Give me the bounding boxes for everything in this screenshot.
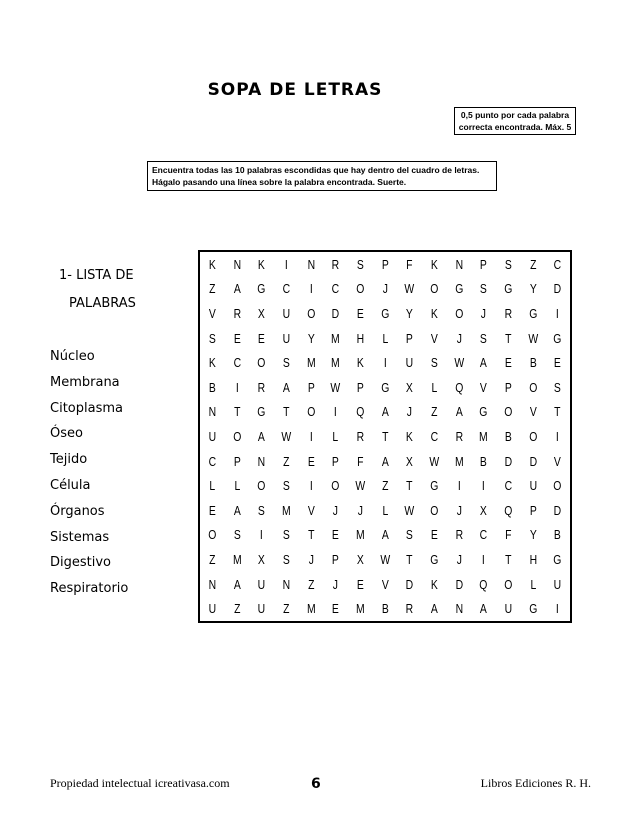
- grid-letter: J: [407, 404, 413, 420]
- word-list-item: Célula: [50, 477, 91, 493]
- grid-letter: U: [257, 601, 266, 617]
- grid-letter: D: [529, 453, 537, 469]
- grid-letter: M: [281, 502, 291, 518]
- grid-letter: E: [504, 355, 512, 371]
- grid-letter: S: [406, 527, 414, 543]
- grid-letter: G: [380, 305, 390, 321]
- points-note-line2: correcta encontrada. Máx. 5: [458, 122, 572, 132]
- grid-letter: I: [556, 601, 560, 617]
- grid-letter: M: [306, 601, 316, 617]
- grid-letter: U: [208, 428, 217, 444]
- grid-letter: K: [430, 256, 438, 272]
- instructions-line1: Encuentra todas las 10 palabras escondidas que hay dentro del cuadro de letras.: [152, 165, 480, 175]
- grid-letter: H: [356, 330, 365, 346]
- grid-letter: Z: [283, 601, 290, 617]
- grid-letter: Q: [454, 379, 464, 395]
- grid-letter: W: [429, 453, 440, 469]
- grid-letter: U: [405, 355, 414, 371]
- grid-letter: G: [553, 551, 562, 567]
- grid-letter: S: [282, 551, 290, 567]
- grid-letter: G: [553, 330, 562, 346]
- grid-letter: A: [455, 404, 463, 420]
- grid-letter: T: [233, 404, 241, 420]
- grid-letter: G: [430, 551, 439, 567]
- grid-letter: N: [208, 576, 217, 592]
- grid-letter: I: [383, 355, 387, 371]
- grid-letter: G: [257, 281, 266, 297]
- grid-letter: A: [430, 601, 438, 617]
- grid-letter: X: [258, 551, 266, 567]
- grid-letter: I: [457, 478, 461, 494]
- grid-letter: I: [309, 478, 313, 494]
- word-list-item: Respiratorio: [50, 581, 129, 597]
- grid-letter: S: [480, 330, 488, 346]
- grid-letter: A: [381, 527, 389, 543]
- grid-letter: K: [356, 355, 364, 371]
- instructions-line2: Hágalo pasando una línea sobre la palabra encontrada. Suerte.: [152, 177, 407, 187]
- word-list: [50, 344, 128, 602]
- grid-letter: B: [504, 428, 512, 444]
- grid-letter: J: [357, 502, 363, 518]
- grid-letter: V: [208, 305, 216, 321]
- grid-letter: E: [356, 305, 364, 321]
- word-list-item: Sistemas: [50, 529, 110, 545]
- grid-letter: R: [455, 428, 463, 444]
- grid-letter: N: [455, 256, 463, 272]
- grid-letter: F: [505, 527, 512, 543]
- grid-letter: A: [282, 379, 290, 395]
- grid-letter: S: [430, 355, 438, 371]
- grid-letter: G: [257, 404, 266, 420]
- grid-letter: T: [406, 551, 413, 567]
- grid-letter: I: [556, 305, 560, 321]
- grid-letter: Z: [209, 281, 216, 297]
- grid-letter: T: [381, 428, 389, 444]
- grid-letter: O: [504, 576, 513, 592]
- grid-letter: E: [554, 355, 562, 371]
- grid-letter: U: [282, 330, 291, 346]
- grid-letter: K: [258, 256, 266, 272]
- grid-letter: C: [504, 478, 513, 494]
- grid-letter: P: [504, 379, 512, 395]
- grid-letter: G: [430, 478, 439, 494]
- grid-letter: E: [332, 527, 340, 543]
- grid-letter: I: [482, 551, 486, 567]
- grid-letter: M: [331, 330, 340, 346]
- word-list-heading: [50, 262, 150, 318]
- grid-letter: S: [504, 256, 512, 272]
- grid-letter: R: [233, 305, 241, 321]
- grid-letter: M: [479, 428, 488, 444]
- grid-letter: O: [553, 478, 562, 494]
- grid-letter: P: [356, 379, 364, 395]
- grid-letter: E: [307, 453, 315, 469]
- word-list-item: Membrana: [50, 374, 120, 390]
- grid-letter: A: [381, 404, 389, 420]
- grid-letter: U: [504, 601, 513, 617]
- grid-letter: W: [528, 330, 538, 346]
- grid-letter: A: [480, 355, 488, 371]
- grid-letter: M: [355, 601, 365, 617]
- grid-letter: G: [479, 404, 488, 420]
- grid-letter: D: [504, 453, 513, 469]
- grid-letter: P: [406, 330, 414, 346]
- grid-letter: M: [331, 355, 340, 371]
- grid-letter: N: [455, 601, 463, 617]
- grid-letter: I: [235, 379, 239, 395]
- grid-letter: S: [282, 478, 290, 494]
- grid-letter: N: [282, 576, 291, 592]
- grid-letter: Z: [233, 601, 241, 617]
- grid-letter: Z: [307, 576, 315, 592]
- grid-letter: B: [480, 453, 488, 469]
- word-list-item: Digestivo: [50, 555, 112, 571]
- grid-letter: W: [380, 551, 390, 567]
- grid-letter: O: [306, 404, 316, 420]
- grid-letter: G: [380, 379, 390, 395]
- points-note-line1: 0,5 punto por cada palabra: [460, 110, 570, 120]
- grid-letter: T: [283, 404, 290, 420]
- grid-letter: L: [234, 478, 240, 494]
- grid-letter: C: [553, 256, 562, 272]
- grid-letter: E: [430, 527, 438, 543]
- grid-letter: A: [381, 453, 389, 469]
- grid-letter: C: [282, 281, 291, 297]
- grid-letter: M: [232, 551, 242, 567]
- grid-letter: L: [530, 576, 536, 592]
- grid-letter: S: [480, 281, 488, 297]
- grid-letter: Q: [356, 404, 365, 420]
- word-search-grid: [198, 250, 572, 623]
- grid-letter: N: [307, 256, 315, 272]
- grid-letter: W: [404, 502, 415, 518]
- grid-letter: I: [309, 281, 313, 297]
- grid-letter: B: [554, 527, 562, 543]
- grid-letter: Z: [431, 404, 438, 420]
- grid-letter: T: [406, 478, 413, 494]
- grid-letter: K: [208, 256, 216, 272]
- grid-letter: O: [504, 404, 513, 420]
- grid-letter: U: [553, 576, 562, 592]
- grid-letter: D: [331, 305, 340, 321]
- grid-letter: X: [406, 379, 414, 395]
- grid-letter: I: [556, 428, 560, 444]
- grid-letter: P: [529, 502, 537, 518]
- grid-letter: S: [356, 256, 364, 272]
- grid-letter: G: [528, 305, 538, 321]
- grid-letter: O: [528, 428, 538, 444]
- grid-letter: H: [529, 551, 537, 567]
- grid-letter: X: [356, 551, 364, 567]
- grid-letter: P: [480, 256, 488, 272]
- grid-letter: S: [233, 527, 241, 543]
- grid-letter: V: [430, 330, 438, 346]
- word-list-item: Núcleo: [50, 349, 95, 364]
- grid-letter: V: [480, 379, 488, 395]
- grid-letter: A: [258, 428, 266, 444]
- grid-letter: J: [333, 576, 339, 592]
- grid-letter: I: [284, 256, 288, 272]
- grid-letter: Z: [209, 551, 216, 567]
- grid-letter: M: [306, 355, 316, 371]
- grid-letter: S: [208, 330, 216, 346]
- grid-letter: X: [258, 305, 266, 321]
- grid-letter: J: [481, 305, 487, 321]
- grid-letter: Z: [381, 478, 389, 494]
- word-list-heading-line2: PALABRAS: [69, 296, 136, 311]
- grid-letter: W: [355, 478, 366, 494]
- grid-letter: O: [306, 305, 316, 321]
- grid-letter: S: [554, 379, 562, 395]
- grid-letter: U: [257, 576, 266, 592]
- grid-letter: C: [331, 281, 340, 297]
- grid-letter: Q: [479, 576, 488, 592]
- grid-letter: Y: [529, 527, 537, 543]
- word-list-heading-line1: 1- LISTA DE: [59, 268, 134, 283]
- grid-letter: N: [257, 453, 266, 469]
- grid-letter: D: [455, 576, 463, 592]
- grid-letter: R: [504, 305, 513, 321]
- grid-letter: I: [309, 428, 313, 444]
- grid-letter: X: [480, 502, 488, 518]
- grid-letter: F: [406, 256, 413, 272]
- grid-letter: B: [208, 379, 216, 395]
- grid-letter: C: [233, 355, 241, 371]
- page-number: 6: [311, 776, 321, 792]
- grid-letter: Y: [307, 330, 315, 346]
- grid-letter: A: [480, 601, 488, 617]
- grid-letter: O: [257, 355, 266, 371]
- grid-letter: O: [331, 478, 340, 494]
- grid-letter: N: [233, 256, 241, 272]
- grid-letter: E: [233, 330, 241, 346]
- grid-letter: T: [505, 330, 512, 346]
- grid-letter: V: [554, 453, 562, 469]
- grid-letter: X: [406, 453, 414, 469]
- grid-letter: K: [208, 355, 216, 371]
- grid-letter: I: [482, 478, 486, 494]
- grid-letter: G: [454, 281, 464, 297]
- grid-letter: I: [260, 527, 264, 543]
- grid-letter: K: [430, 576, 438, 592]
- grid-letter: Y: [406, 305, 414, 321]
- grid-letter: S: [282, 355, 290, 371]
- grid-letter: O: [528, 379, 538, 395]
- grid-letter: C: [208, 453, 217, 469]
- grid-letter: Y: [529, 281, 537, 297]
- grid-letter: P: [332, 551, 340, 567]
- grid-letter: P: [233, 453, 241, 469]
- grid-letter: L: [209, 478, 216, 494]
- grid-letter: S: [282, 527, 290, 543]
- grid-letter: P: [307, 379, 315, 395]
- grid-letter: T: [554, 404, 561, 420]
- grid-letter: B: [529, 355, 537, 371]
- grid-letter: O: [454, 305, 464, 321]
- grid-letter: N: [208, 404, 217, 420]
- grid-letter: M: [355, 527, 365, 543]
- grid-letter: A: [233, 576, 241, 592]
- grid-letter: V: [307, 502, 315, 518]
- grid-letter: E: [332, 601, 340, 617]
- grid-letter: P: [381, 256, 389, 272]
- grid-letter: G: [504, 281, 513, 297]
- word-list-item: Óseo: [50, 426, 83, 442]
- footer-copyright: Propiedad intelectual icreativasa.com: [50, 776, 230, 790]
- grid-letter: B: [381, 601, 389, 617]
- grid-letter: U: [282, 305, 291, 321]
- grid-letter: T: [307, 527, 315, 543]
- word-list-item: Citoplasma: [50, 400, 123, 416]
- grid-letter: U: [529, 478, 537, 494]
- grid-letter: Q: [504, 502, 513, 518]
- grid-letter: P: [332, 453, 340, 469]
- grid-letter: R: [356, 428, 365, 444]
- grid-letter: J: [456, 330, 462, 346]
- grid-letter: V: [529, 404, 537, 420]
- grid-letter: A: [233, 502, 241, 518]
- grid-letter: J: [382, 281, 388, 297]
- grid-letter: W: [330, 379, 341, 395]
- grid-letter: Z: [529, 256, 537, 272]
- grid-letter: G: [528, 601, 538, 617]
- grid-letter: J: [333, 502, 339, 518]
- grid-letter: C: [479, 527, 488, 543]
- grid-letter: W: [454, 355, 464, 371]
- grid-letter: C: [430, 428, 439, 444]
- grid-letter: O: [257, 478, 266, 494]
- grid-letter: R: [405, 601, 414, 617]
- grid-letter: A: [233, 281, 241, 297]
- grid-letter: R: [257, 379, 266, 395]
- grid-letter: L: [382, 502, 388, 518]
- footer-publisher: Libros Ediciones R. H.: [480, 776, 591, 790]
- grid-letter: L: [431, 379, 438, 395]
- grid-letter: O: [232, 428, 242, 444]
- grid-letter: O: [430, 281, 439, 297]
- grid-letter: D: [553, 502, 562, 518]
- grid-letter: R: [331, 256, 340, 272]
- grid-letter: O: [208, 527, 217, 543]
- grid-letter: K: [406, 428, 414, 444]
- grid-letter: O: [356, 281, 365, 297]
- grid-letter: W: [281, 428, 292, 444]
- grid-letter: L: [382, 330, 388, 346]
- grid-letter: J: [456, 502, 462, 518]
- instructions-box: [147, 161, 497, 191]
- word-list-item: Tejido: [50, 452, 88, 468]
- word-list-item: Órganos: [50, 503, 105, 519]
- grid-letter: T: [505, 551, 512, 567]
- grid-letter: U: [208, 601, 217, 617]
- grid-letter: O: [430, 502, 439, 518]
- points-note-box: [454, 107, 576, 135]
- grid-letter: V: [381, 576, 389, 592]
- grid-letter: M: [454, 453, 464, 469]
- page-title: SOPA DE LETRAS: [207, 80, 383, 100]
- grid-letter: J: [456, 551, 462, 567]
- grid-letter: L: [332, 428, 339, 444]
- grid-letter: E: [258, 330, 266, 346]
- grid-letter: I: [334, 404, 338, 420]
- grid-letter: K: [430, 305, 438, 321]
- grid-letter: S: [258, 502, 266, 518]
- grid-letter: F: [357, 453, 364, 469]
- grid-letter: D: [553, 281, 562, 297]
- grid-letter: E: [208, 502, 216, 518]
- grid-letter: W: [404, 281, 415, 297]
- grid-letter: R: [455, 527, 463, 543]
- grid-letter: Z: [283, 453, 290, 469]
- grid-letter: E: [356, 576, 364, 592]
- grid-letter: J: [308, 551, 314, 567]
- grid-letter: D: [405, 576, 414, 592]
